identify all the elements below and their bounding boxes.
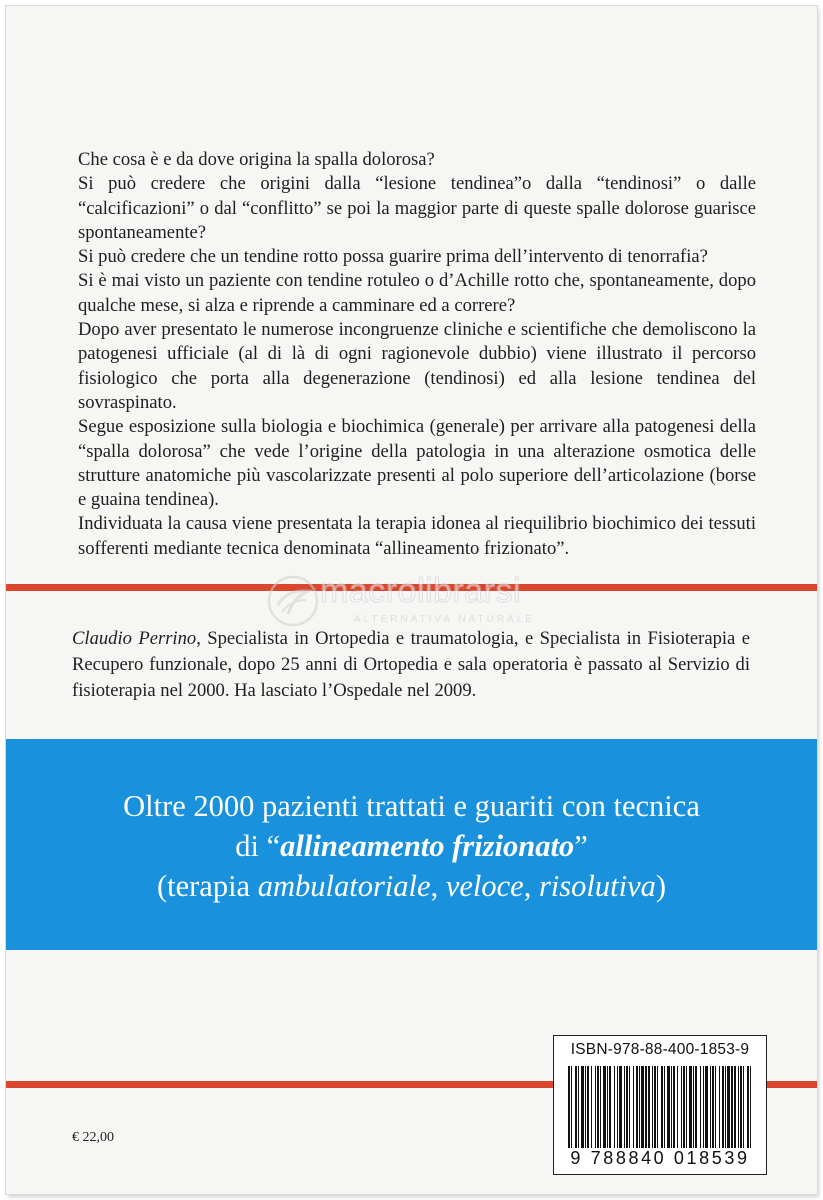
- barcode-bar: [661, 1066, 663, 1148]
- barcode-bar: [652, 1066, 653, 1148]
- barcode-bar: [703, 1066, 704, 1148]
- barcode-bar: [722, 1066, 724, 1148]
- red-divider-stripe-left: [6, 1081, 554, 1088]
- barcode-bar: [614, 1066, 615, 1148]
- description-paragraph: Dopo aver presentato le numerose incongruenze cliniche e scientifiche che demoliscono la patogenesi ufficiale (al di là di ogni ragionevole dubbio) viene illustrato il percorso fisiologico che porta alla degenerazione (tendinosi) ed alla lesione tendinea del sovraspinato.: [78, 319, 756, 413]
- banner-sep: ,: [523, 869, 539, 903]
- barcode-bar: [645, 1066, 647, 1148]
- barcode-bar: [624, 1066, 625, 1148]
- watermark-name: macrolibrarsi: [320, 572, 522, 610]
- barcode-bar: [600, 1066, 601, 1148]
- barcode-bar: [715, 1066, 716, 1148]
- barcode-bar: [695, 1066, 697, 1148]
- barcode-bar: [677, 1066, 678, 1148]
- barcode-bar: [654, 1066, 656, 1148]
- barcode-bar: [619, 1066, 622, 1148]
- barcode-bar: [607, 1066, 608, 1148]
- barcode-bar: [671, 1066, 672, 1148]
- barcode-bar: [648, 1066, 650, 1148]
- banner-line-3-close: ): [655, 869, 667, 903]
- barcode-bar: [719, 1066, 720, 1148]
- barcode-bar: [738, 1066, 739, 1148]
- barcode-bar: [626, 1066, 628, 1148]
- banner-line-1: Oltre 2000 pazienti trattati e guariti con tecnica: [123, 789, 700, 823]
- barcode-bar: [689, 1066, 692, 1148]
- barcode-bar: [747, 1066, 749, 1148]
- blue-banner: [6, 739, 817, 950]
- barcode-bar: [664, 1066, 665, 1148]
- barcode-bar: [633, 1066, 634, 1148]
- description-paragraph: Individuata la causa viene presentata la terapia idonea al riequilibrio biochimico dei tessuti sofferenti mediante tecnica denominata “allineamento frizionato”.: [78, 513, 756, 559]
- barcode-bar: [712, 1066, 714, 1148]
- barcode-bar: [740, 1066, 742, 1148]
- barcode-bar: [693, 1066, 694, 1148]
- banner-emphasis: allineamento frizionato: [280, 829, 575, 863]
- barcode-bar: [629, 1066, 630, 1148]
- price: € 22,00: [72, 1130, 114, 1145]
- barcode-bar: [731, 1066, 733, 1148]
- description-paragraph: Che cosa è e da dove origina la spalla dolorosa?: [78, 149, 435, 170]
- description-paragraph: Si è mai visto un paziente con tendine rotuleo o d’Achille rotto che, spontaneamente, dopo qualche mese, si alza e riprende a camminare ed a correre?: [78, 270, 756, 316]
- watermark-tagline: ALTERNATIVA NATURALE: [354, 614, 535, 625]
- author-bio-text: , Specialista in Ortopedia e traumatologia, e Specialista in Fisioterapia e Recupero funzionale, dopo 25 anni di Ortopedia e sala operatoria è passato al Servizio di fisioterapia nel 2000. Ha lasciato l’Ospedale nel 2009.: [72, 628, 750, 701]
- banner-item-veloce: veloce: [445, 869, 524, 903]
- description-paragraph: Si può credere che origini dalla “lesione tendinea”o dalla “tendinosi” o dalle “calcificazioni” o dal “conflitto” se poi la maggior parte di queste spalle dolorose guarisce spontaneamente?: [78, 173, 756, 243]
- barcode-bar: [581, 1066, 584, 1148]
- barcode-bar: [657, 1066, 658, 1148]
- banner-line-3-open: (terapia: [156, 869, 258, 903]
- barcode-bar: [673, 1066, 675, 1148]
- barcode-bar: [597, 1066, 599, 1148]
- barcode-bar: [725, 1066, 726, 1148]
- author-name: Claudio Perrino: [72, 628, 197, 649]
- watermark: [266, 570, 566, 632]
- barcode-box: [553, 1035, 767, 1175]
- barcode-bar: [575, 1066, 577, 1148]
- banner-item-risolutiva: risolutiva: [538, 869, 656, 903]
- description-text: [78, 148, 756, 561]
- banner-sep: ,: [430, 869, 446, 903]
- barcode-bar: [727, 1066, 730, 1148]
- barcode-bar: [705, 1066, 708, 1148]
- barcode-bar: [571, 1066, 572, 1148]
- barcode-bar: [609, 1066, 611, 1148]
- isbn-text: ISBN-978-88-400-1853-9: [570, 1041, 750, 1058]
- banner-line-3: [6, 866, 817, 906]
- barcode-bar: [587, 1066, 589, 1148]
- barcode-bar: [617, 1066, 618, 1148]
- barcode-bar: [750, 1066, 751, 1148]
- barcode-icon: [568, 1066, 752, 1148]
- barcode-bar: [578, 1066, 579, 1148]
- ean-digits: 9 788840 018539: [570, 1148, 750, 1168]
- barcode-bar: [700, 1066, 701, 1148]
- barcode-bar: [568, 1066, 570, 1148]
- banner-line-2-suffix: ”: [574, 829, 588, 863]
- barcode-bar: [603, 1066, 606, 1148]
- barcode-bar: [683, 1066, 685, 1148]
- banner-item-ambulatoriale: ambulatoriale: [257, 869, 431, 903]
- barcode-bar: [639, 1066, 640, 1148]
- barcode-bar: [636, 1066, 638, 1148]
- watermark-logo-icon: [266, 574, 320, 628]
- barcode-bar: [667, 1066, 670, 1148]
- barcode-bar: [743, 1066, 744, 1148]
- barcode-bar: [641, 1066, 644, 1148]
- red-divider-stripe-right: [766, 1081, 817, 1088]
- barcode-bar: [686, 1066, 687, 1148]
- banner-line-2-prefix: di “: [235, 829, 281, 863]
- banner-text: [6, 786, 817, 906]
- barcode-bar: [734, 1066, 736, 1148]
- author-bio: [72, 626, 750, 704]
- barcode-bar: [681, 1066, 682, 1148]
- description-paragraph: Segue esposizione sulla biologia e biochimica (generale) per arrivare alla patogenesi della “spalla dolorosa” che vede l’origine della patologia in una alterazione osmotica delle strutture anatomiche più vascolarizzate presenti al polo superiore dell’articolazione (borse e guaina tendinea).: [78, 416, 756, 511]
- barcode-bar: [595, 1066, 596, 1148]
- banner-line-2: [6, 826, 817, 866]
- barcode-bar: [591, 1066, 592, 1148]
- barcode-bar: [585, 1066, 586, 1148]
- barcode-bar: [710, 1066, 711, 1148]
- description-paragraph: Si può credere che un tendine rotto possa guarire prima dell’intervento di tenorrafia?: [78, 246, 708, 268]
